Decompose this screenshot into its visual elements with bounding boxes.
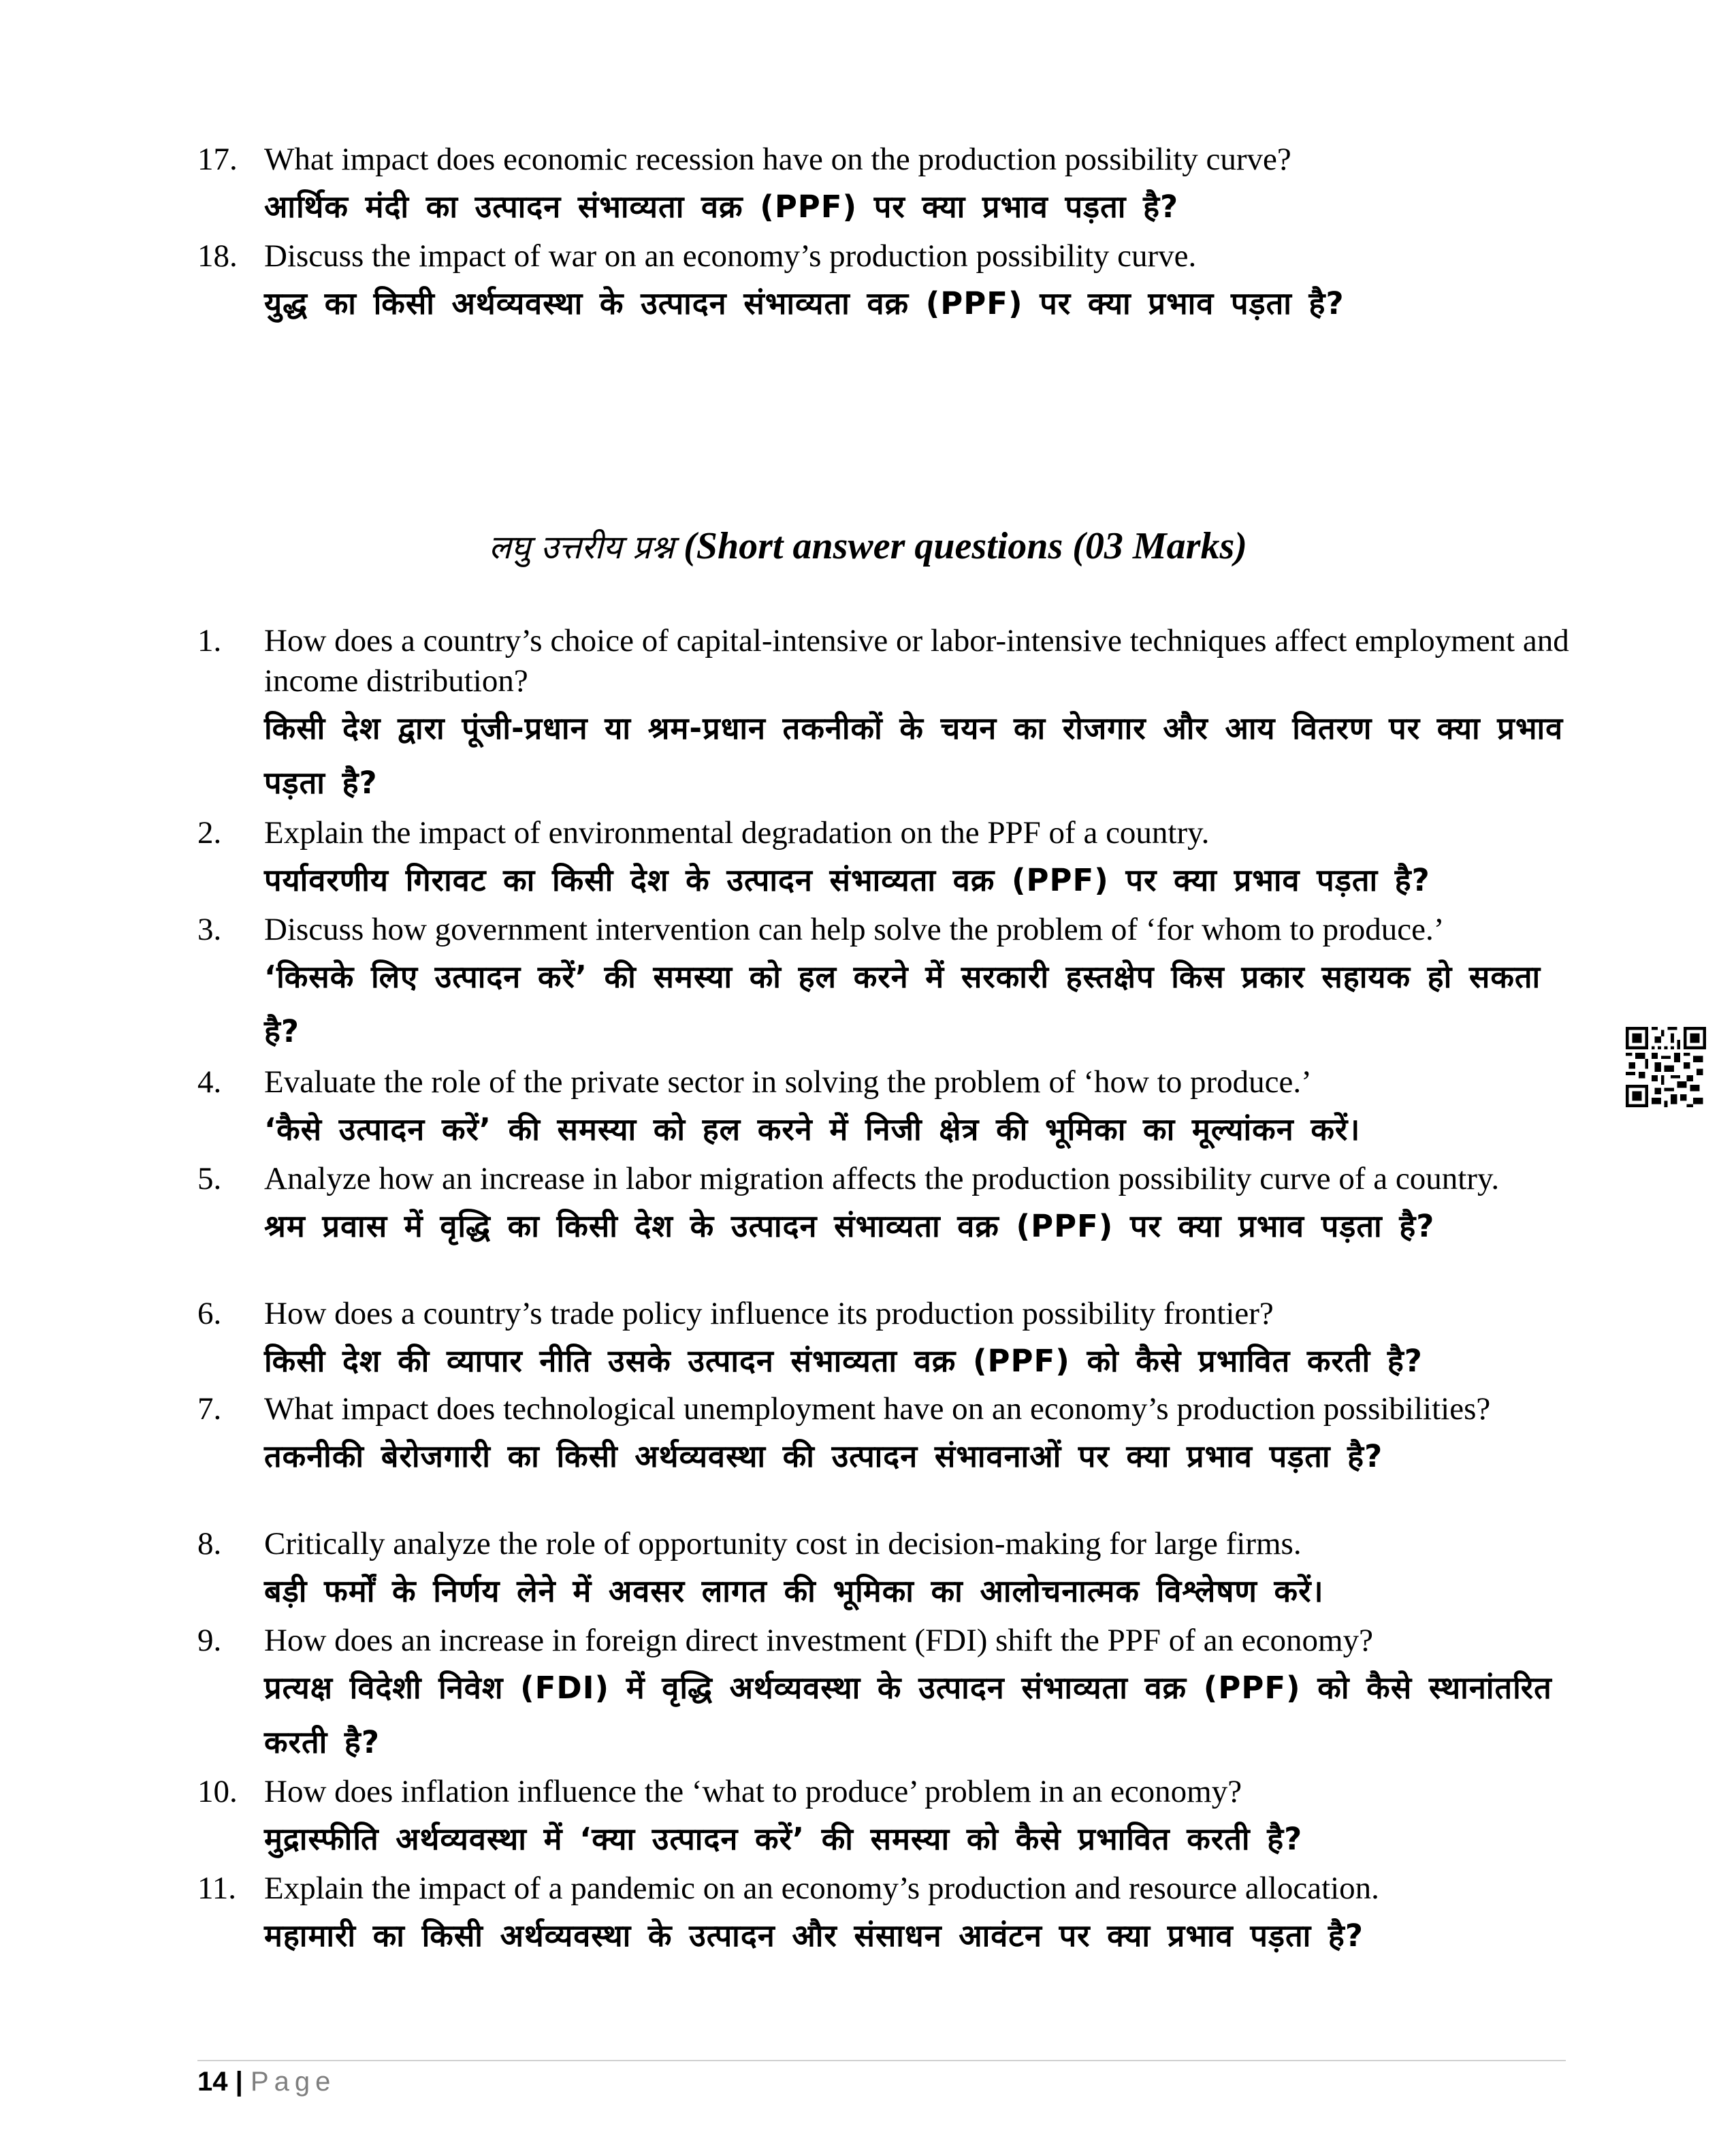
question-text-en: Discuss the impact of war on an economy’s production possibility curve. bbox=[264, 238, 1197, 274]
question-text-en: How does a country’s choice of capital-intensive or labor-intensive techniques affect employment and income distribution? bbox=[264, 623, 1569, 699]
question-text-hi: मुद्रास्फीति अर्थव्यवस्था में ‘क्या उत्पादन करें’ की समस्या को कैसे प्रभावित करती है? bbox=[264, 1821, 1303, 1857]
question-6 bbox=[197, 1294, 1586, 1388]
question-number: 11. bbox=[197, 1871, 237, 1906]
question-8 bbox=[197, 1524, 1586, 1619]
page-footer bbox=[197, 2067, 336, 2097]
question-text-en: Explain the impact of environmental degradation on the PPF of a country. bbox=[264, 815, 1210, 851]
question-number: 2. bbox=[197, 815, 222, 851]
question-number: 8. bbox=[197, 1526, 222, 1561]
question-4 bbox=[197, 1062, 1586, 1157]
question-text-hi: युद्ध का किसी अर्थव्यवस्था के उत्पादन संभाव्यता वक्र (PPF) पर क्या प्रभाव पड़ता है? bbox=[264, 285, 1345, 321]
page-separator: | bbox=[235, 2067, 243, 2097]
question-text-en: How does an increase in foreign direct investment (FDI) shift the PPF of an economy? bbox=[264, 1623, 1373, 1658]
question-text-en: Discuss how government intervention can help solve the problem of ‘for whom to produce.’ bbox=[264, 912, 1445, 947]
question-text-en: Critically analyze the role of opportunity cost in decision-making for large firms. bbox=[264, 1526, 1302, 1561]
question-number: 3. bbox=[197, 912, 222, 947]
question-number: 18. bbox=[197, 238, 238, 274]
question-text-hi: बड़ी फर्मों के निर्णय लेने में अवसर लागत की भूमिका का आलोचनात्मक विश्लेषण करें। bbox=[264, 1573, 1324, 1609]
page-number: 14 bbox=[197, 2067, 228, 2097]
section-title-hi: लघु उत्तरीय प्रश्न bbox=[489, 528, 675, 567]
question-number: 7. bbox=[197, 1391, 222, 1427]
section-title-en: (Short answer questions (03 Marks) bbox=[684, 525, 1247, 567]
question-text-en: What impact does economic recession have on the production possibility curve? bbox=[264, 142, 1291, 177]
question-text-hi: पर्यावरणीय गिरावट का किसी देश के उत्पादन संभाव्यता वक्र (PPF) पर क्या प्रभाव पड़ता है? bbox=[264, 862, 1430, 898]
question-9 bbox=[197, 1621, 1586, 1770]
question-number: 6. bbox=[197, 1296, 222, 1331]
question-number: 5. bbox=[197, 1161, 222, 1196]
question-text-hi: तकनीकी बेरोजगारी का किसी अर्थव्यवस्था की उत्पादन संभावनाओं पर क्या प्रभाव पड़ता है? bbox=[264, 1438, 1383, 1474]
question-text-en: How does a country’s trade policy influence its production possibility frontier? bbox=[264, 1296, 1274, 1331]
qr-code-icon bbox=[1626, 1027, 1706, 1107]
question-2 bbox=[197, 813, 1586, 908]
page-label: Page bbox=[250, 2067, 336, 2097]
question-text-hi: महामारी का किसी अर्थव्यवस्था के उत्पादन और संसाधन आवंटन पर क्या प्रभाव पड़ता है? bbox=[264, 1918, 1364, 1954]
question-7 bbox=[197, 1389, 1586, 1484]
question-text-en: Evaluate the role of the private sector in solving the problem of ‘how to produce.’ bbox=[264, 1064, 1312, 1100]
question-text-en: How does inflation influence the ‘what to produce’ problem in an economy? bbox=[264, 1774, 1242, 1809]
question-text-hi: आर्थिक मंदी का उत्पादन संभाव्यता वक्र (PPF) पर क्या प्रभाव पड़ता है? bbox=[264, 189, 1179, 225]
question-text-hi: प्रत्यक्ष विदेशी निवेश (FDI) में वृद्धि अर्थव्यवस्था के उत्पादन संभाव्यता वक्र (PPF) को कैसे स्थानांतरित करती है? bbox=[264, 1670, 1552, 1760]
question-number: 4. bbox=[197, 1064, 222, 1100]
question-18 bbox=[197, 236, 1586, 331]
section-heading bbox=[0, 524, 1736, 569]
question-number: 17. bbox=[197, 142, 238, 177]
question-text-en: Explain the impact of a pandemic on an economy’s production and resource allocation. bbox=[264, 1871, 1379, 1906]
question-1 bbox=[197, 621, 1586, 810]
question-11 bbox=[197, 1869, 1586, 1963]
question-number: 1. bbox=[197, 623, 222, 658]
question-text-hi: ‘किसके लिए उत्पादन करें’ की समस्या को हल करने में सरकारी हस्तक्षेप किस प्रकार सहायक हो सकता है? bbox=[264, 959, 1541, 1049]
question-3 bbox=[197, 910, 1586, 1059]
question-17 bbox=[197, 140, 1586, 234]
question-text-en: What impact does technological unemployment have on an economy’s production possibilities? bbox=[264, 1391, 1491, 1427]
question-number: 9. bbox=[197, 1623, 222, 1658]
question-text-hi: श्रम प्रवास में वृद्धि का किसी देश के उत्पादन संभाव्यता वक्र (PPF) पर क्या प्रभाव पड़ता है? bbox=[264, 1208, 1435, 1244]
footer-divider bbox=[197, 2060, 1566, 2061]
question-text-hi: किसी देश द्वारा पूंजी-प्रधान या श्रम-प्रधान तकनीकों के चयन का रोजगार और आय वितरण पर क्या प्रभाव पड़ता है? bbox=[264, 710, 1564, 801]
question-5 bbox=[197, 1159, 1586, 1254]
question-text-en: Analyze how an increase in labor migration affects the production possibility curve of a country. bbox=[264, 1161, 1500, 1196]
question-text-hi: किसी देश की व्यापार नीति उसके उत्पादन संभाव्यता वक्र (PPF) को कैसे प्रभावित करती है? bbox=[264, 1343, 1423, 1379]
question-number: 10. bbox=[197, 1774, 238, 1809]
question-text-hi: ‘कैसे उत्पादन करें’ की समस्या को हल करने में निजी क्षेत्र की भूमिका का मूल्यांकन करें। bbox=[264, 1111, 1361, 1147]
question-10 bbox=[197, 1772, 1586, 1866]
